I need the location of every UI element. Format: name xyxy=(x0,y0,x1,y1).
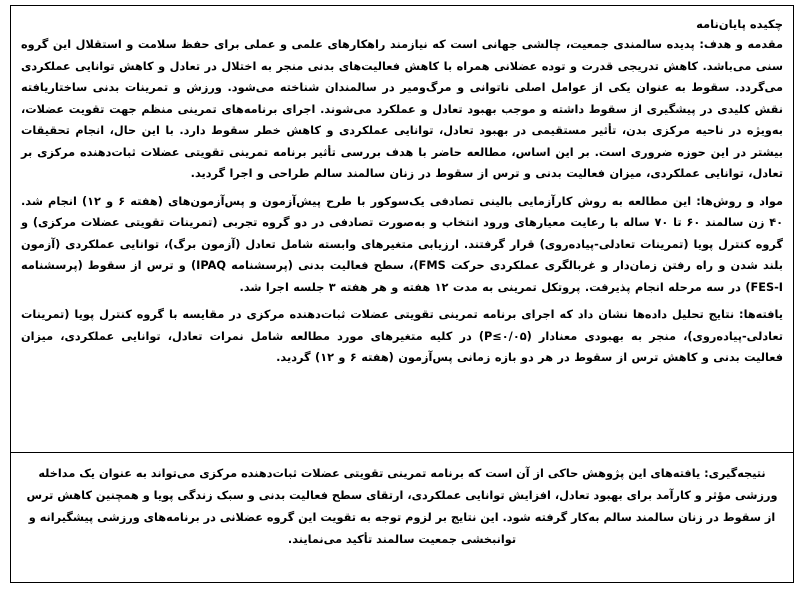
conclusion-paragraph: نتیجه‌گیری: یافته‌های این پژوهش حاکی از آن است که برنامه تمرینی تقویتی عضلات ثبات‌دهنده مرکزی می‌تواند به عنوان یک مداخله ورزشی مؤثر و کارآمد برای بهبود تعادل، افزایش توانایی عملکردی، ارتقای سطح فعالیت بدنی و سبک زندگی پویا و همچنین کاهش ترس از سقوط در زنان سالمند سالم به‌کار گرفته شود. این نتایج بر لزوم توجه به تقویت این گروه عضلانی در برنامه‌های ورزشی پیشگیرانه و توانبخشی جمعیت سالمند تأکید می‌نمایند. xyxy=(26,467,778,546)
abstract-main-box xyxy=(11,6,793,452)
methods-paragraph: مواد و روش‌ها: این مطالعه به روش کارآزمایی بالینی تصادفی یک‌سوکور با طرح پیش‌آزمون و پس‌آزمون‌های (هفته ۶ و ۱۲) انجام شد. ۴۰ زن سالمند ۶۰ تا ۷۰ ساله با رعایت معیارهای ورود انتخاب و به‌صورت تصادفی در دو گروه تجربی (تمرینات تقویتی عضلات مرکزی) و گروه کنترل پویا (تمرینات تعادلی-پیاده‌روی) قرار گرفتند. ارزیابی متغیرهای وابسته شامل تعادل (آزمون برگ)، توانایی عملکردی (آزمون بلند شدن و راه رفتن زمان‌دار و غربالگری عملکردی حرکت FMS)، سطح فعالیت بدنی (پرسشنامه IPAQ) و ترس از سقوط (پرسشنامه FES-I) در سه مرحله انجام پذیرفت. پروتکل تمرینی به مدت ۱۲ هفته و هر هفته ۳ جلسه اجرا شد. xyxy=(21,194,784,294)
background-paragraph: مقدمه و هدف: پدیده سالمندی جمعیت، چالشی جهانی است که نیازمند راهکارهای علمی و عملی برای حفظ سلامت و استقلال این گروه سنی می‌باشد. کاهش تدریجی قدرت و توده عضلانی همراه با کاهش فعالیت‌های بدنی منجر به اختلال در تعادل و کاهش توانایی عملکردی می‌گردد. سقوط به عنوان یکی از عوامل اصلی ناتوانی و مرگ‌ومیر در سالمندان شناخته می‌شود. ورزش و تمرینات بدنی ساختاریافته نقش کلیدی در پیشگیری از سقوط داشته و موجب بهبود تعادل و عملکرد می‌شوند. اجرای برنامه‌های تمرینی منظم جهت تقویت عضلات، به‌ویژه در ناحیه مرکزی بدن، تأثیر مستقیمی در بهبود تعادل، توانایی عملکردی و کاهش خطر سقوط دارد. با این حال، انجام تحقیقات بیشتر در این حوزه ضروری است. بر این اساس، مطالعه حاضر با هدف بررسی تأثیر برنامه تمرینی تقویتی عضلات ثبات‌دهنده مرکزی بر تعادل، توانایی عملکردی، میزان فعالیت بدنی و ترس از سقوط در زنان سالمند سالم طراحی و اجرا گردید. xyxy=(21,38,783,180)
conclusion-box xyxy=(11,452,793,582)
abstract-title: چکیده پایان‌نامه xyxy=(696,17,783,31)
abstract-frame xyxy=(10,5,794,583)
results-paragraph: یافته‌ها: نتایج تحلیل داده‌ها نشان داد که اجرای برنامه تمرینی تقویتی عضلات ثبات‌دهنده مرکزی در مقایسه با گروه کنترل پویا (تمرینات تعادلی-پیاده‌روی)، منجر به بهبودی معنادار (P≤۰/۰۵) در کلیه متغیرهای مورد مطالعه شامل نمرات تعادل، توانایی عملکردی، میزان فعالیت بدنی و کاهش ترس از سقوط در هر دو بازه زمانی پس‌آزمون (هفته ۶ و ۱۲) گردید. xyxy=(21,308,783,364)
